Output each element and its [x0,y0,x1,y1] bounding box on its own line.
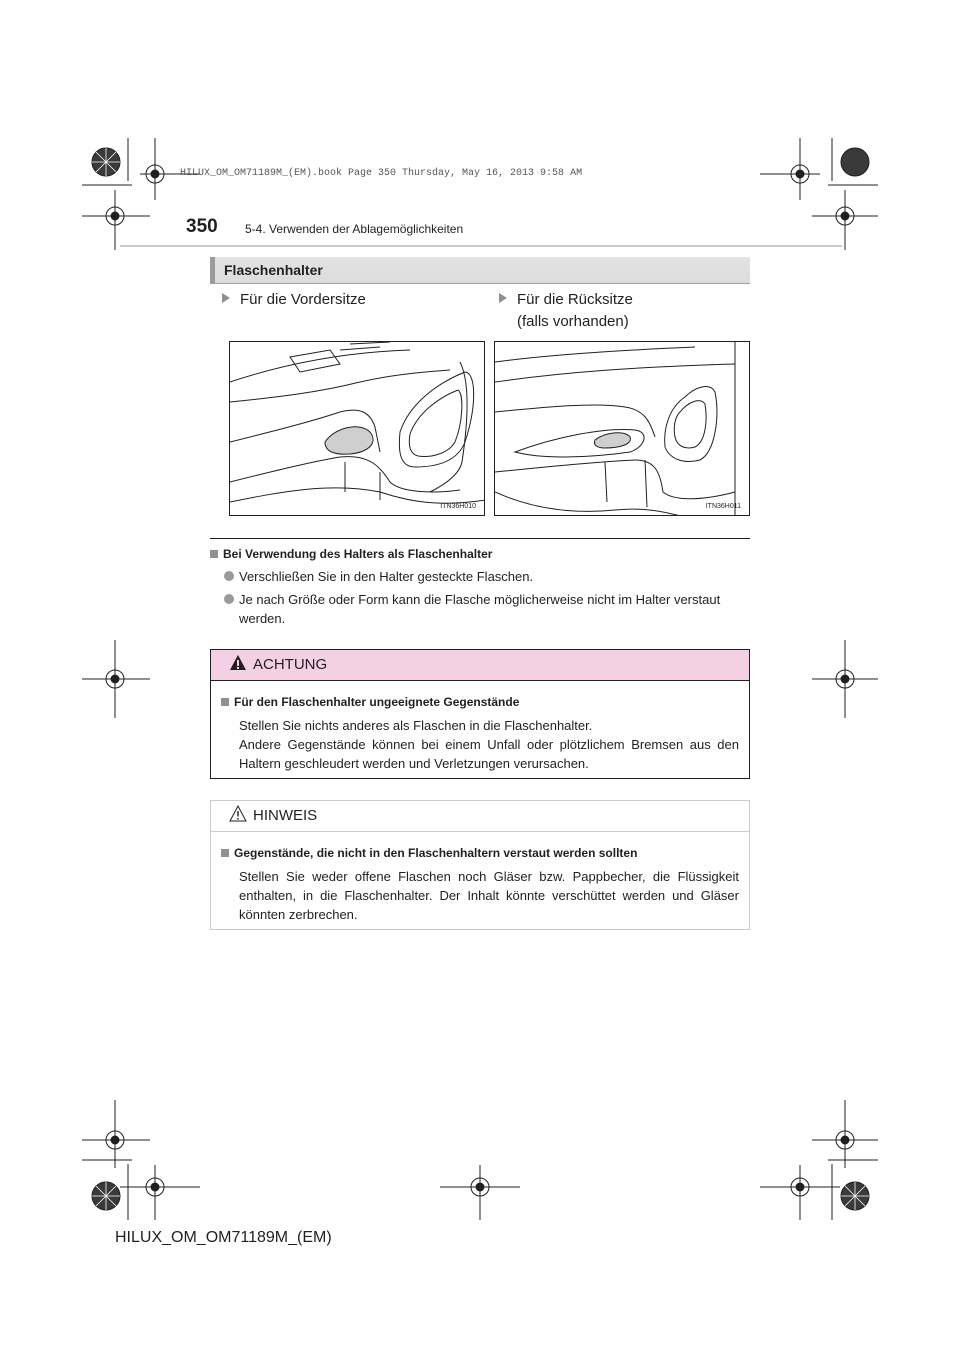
caution-line: Andere Gegenstände können bei einem Unfall oder plötzlichem Bremsen aus den Haltern geschleudert werden und Verletzungen verursachen. [239,737,739,771]
footer-doc-id: HILUX_OM_OM71189M_(EM) [115,1229,332,1246]
circle-bullet-icon [224,594,234,604]
caution-line: Stellen Sie nichts anderes als Flaschen in die Flaschenhalter. [239,718,593,733]
usage-bullet: Verschließen Sie in den Halter gesteckte Flaschen. [224,567,750,586]
caution-header [211,650,749,681]
square-bullet-icon [221,698,229,706]
caution-box [210,649,750,779]
square-bullet-icon [221,849,229,857]
usage-bullet: Je nach Größe oder Form kann die Flasche möglicherweise nicht im Halter verstaut werden. [224,590,750,628]
triangle-bullet-icon [499,293,507,303]
caution-body [211,681,749,785]
notice-triangle-icon [229,805,247,823]
illustration-rear-door [494,341,750,516]
door-bottle-holder-drawing [495,342,750,516]
heading-accent [210,257,215,283]
notice-box [210,800,750,930]
divider [210,538,750,539]
caution-heading: Für den Flaschenhalter ungeeignete Gegenstände [221,693,739,712]
illustration-label-rear: Für die Rücksitze (falls vorhanden) [499,289,633,333]
square-bullet-icon [210,550,218,558]
notice-body [211,832,749,936]
header-rule [120,245,842,247]
section-title: 5-4. Verwenden der Ablagemöglichkeiten [245,222,464,236]
section-heading: Flaschenhalter [224,262,323,278]
warning-triangle-icon [229,654,247,672]
door-bottle-holder-drawing [230,342,485,516]
usage-heading: Bei Verwendung des Halters als Flaschenhalter [210,547,492,561]
notice-heading: Gegenstände, die nicht in den Flaschenhaltern verstaut werden sollten [221,844,739,863]
section-heading-bar [210,257,750,284]
page-number: 350 [186,216,218,237]
print-info: HILUX_OM_OM71189M_(EM).book Page 350 Thursday, May 16, 2013 9:58 AM [180,168,583,179]
illustration-code: ITN36H010 [440,503,476,510]
illustration-code: ITN36H011 [705,503,741,510]
notice-text: Stellen Sie weder offene Flaschen noch Gläser bzw. Pappbecher, die Flüssigkeit enthalten, in die Flaschenhalter. Der Inhalt könnte verschüttet werden und Gläser könnten zerbrechen. [239,869,739,922]
circle-bullet-icon [224,571,234,581]
notice-title: HINWEIS [253,807,318,824]
caution-title: ACHTUNG [253,656,328,673]
illustration-label-front: Für die Vordersitze [222,289,366,311]
notice-header [211,801,749,832]
illustration-front-door [229,341,485,516]
triangle-bullet-icon [222,293,230,303]
